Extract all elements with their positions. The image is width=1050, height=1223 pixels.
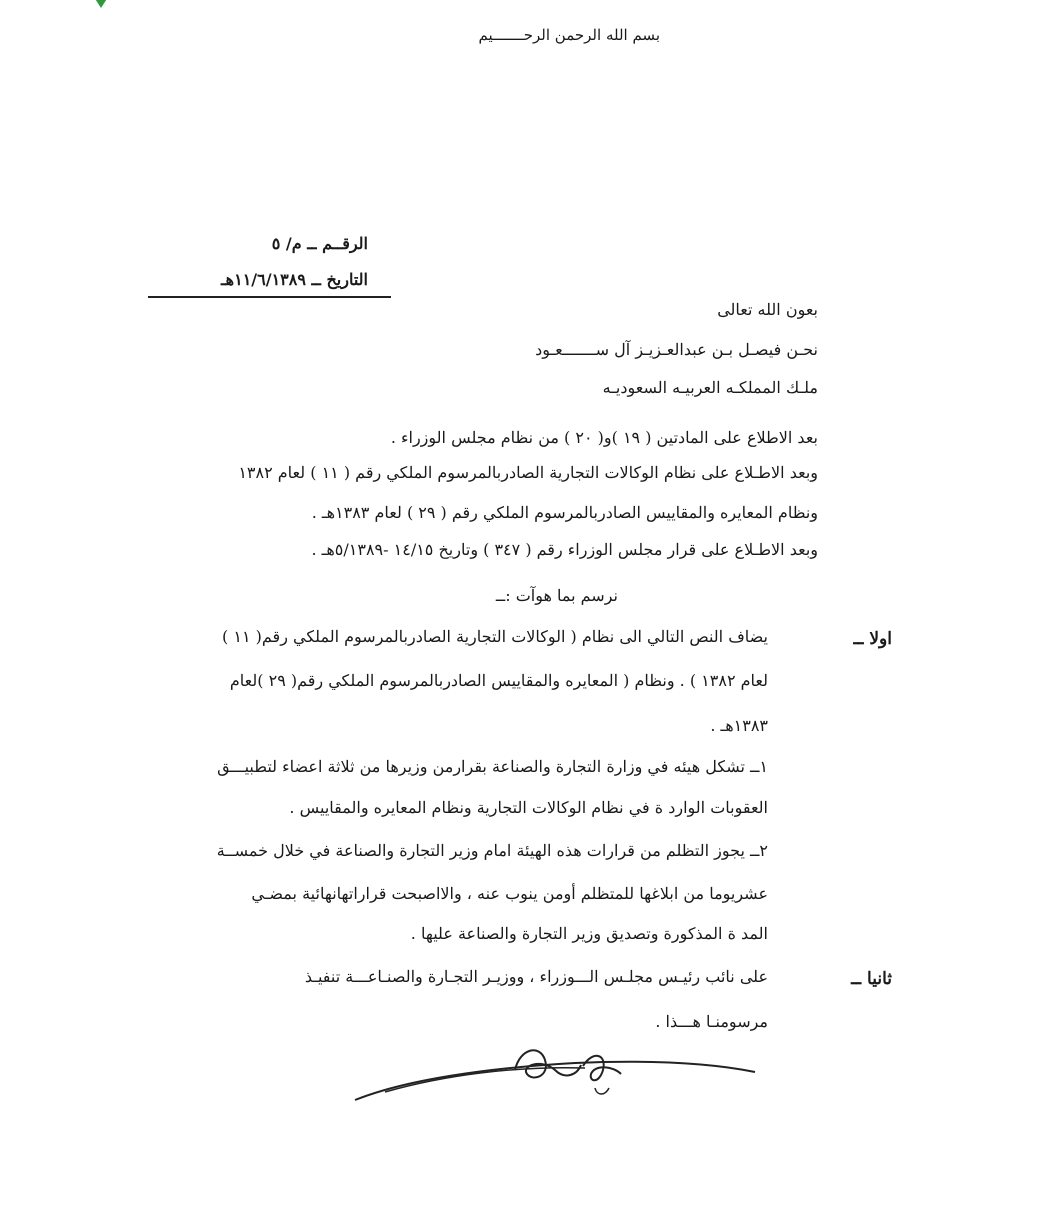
preamble-line: وبعد الاطـلاع على قرار مجلس الوزراء رقم ( ٣٤٧ ) وتاريخ ١٤/١٥ -٥/١٣٨٩هـ . xyxy=(311,540,818,559)
clause-2-line: ٢ــ يجوز التظلم من قرارات هذه الهيئة امام وزير التجارة والصناعة في خلال خمســة xyxy=(216,841,768,860)
date-underline xyxy=(148,296,391,298)
sender-name: نحـن فيصـل بـن عبدالعـزيـز آل ســـــــعـود xyxy=(535,340,818,359)
reference-number: الرقــم ــ م/ ٥ xyxy=(271,234,368,253)
clause-1-line: ١ــ تشكل هيئه في وزارة التجارة والصناعة بقرارمن وزيرها من ثلاثة اعضاء لتطبيـــق xyxy=(217,757,768,776)
invocation: بعون الله تعالى xyxy=(717,300,818,319)
article-first-label: اولا ــ xyxy=(853,629,892,649)
article-first-line: يضاف النص التالي الى نظام ( الوكالات التجارية الصادربالمرسوم الملكي رقم( ١١ ) xyxy=(222,627,768,646)
green-corner-mark xyxy=(92,0,110,8)
article-first-line: ١٣٨٣هـ . xyxy=(710,716,768,735)
article-second-line: على نائب رئيـس مجلـس الـــوزراء ، ووزيـر التجـارة والصنـاعـــة تنفيـذ xyxy=(304,967,768,986)
article-second-label: ثانيا ــ xyxy=(851,969,892,989)
decree-date: التاريخ ــ ١١/٦/١٣٨٩هـ xyxy=(220,270,368,289)
preamble-line: بعد الاطلاع على المادتين ( ١٩ )و( ٢٠ ) من نظام مجلس الوزراء . xyxy=(390,428,818,447)
article-second-line: مرسومنـا هـــذا . xyxy=(655,1012,768,1031)
sender-title: ملـك المملكـه العربيـه السعوديـه xyxy=(602,378,818,397)
clause-2-line: المد ة المذكورة وتصديق وزير التجارة والصناعة عليها . xyxy=(410,924,768,943)
handwritten-signature xyxy=(345,1030,775,1120)
preamble-line: ونظام المعايره والمقاييس الصادربالمرسوم الملكي رقم ( ٢٩ ) لعام ١٣٨٣هـ . xyxy=(311,503,818,522)
decree-formula: نرسم بما هوآت :ــ xyxy=(495,586,618,605)
clause-2-line: عشريوما من ابلاغها للمتظلم أومن ينوب عنه ، والااصبحت قراراتهانهائية بمضـي xyxy=(251,884,768,903)
article-first-line: لعام ١٣٨٢ ) . ونظام ( المعايره والمقاييس الصادربالمرسوم الملكي رقم( ٢٩ )لعام xyxy=(229,671,768,690)
preamble-line: وبعد الاطـلاع على نظام الوكالات التجارية الصادربالمرسوم الملكي رقم ( ١١ ) لعام ١٣٨٢ xyxy=(238,463,818,482)
basmala-header: بسم الله الرحمن الرحـــــــيم xyxy=(478,26,660,44)
clause-1-line: العقوبات الوارد ة في نظام الوكالات التجارية ونظام المعايره والمقاييس . xyxy=(289,798,768,817)
